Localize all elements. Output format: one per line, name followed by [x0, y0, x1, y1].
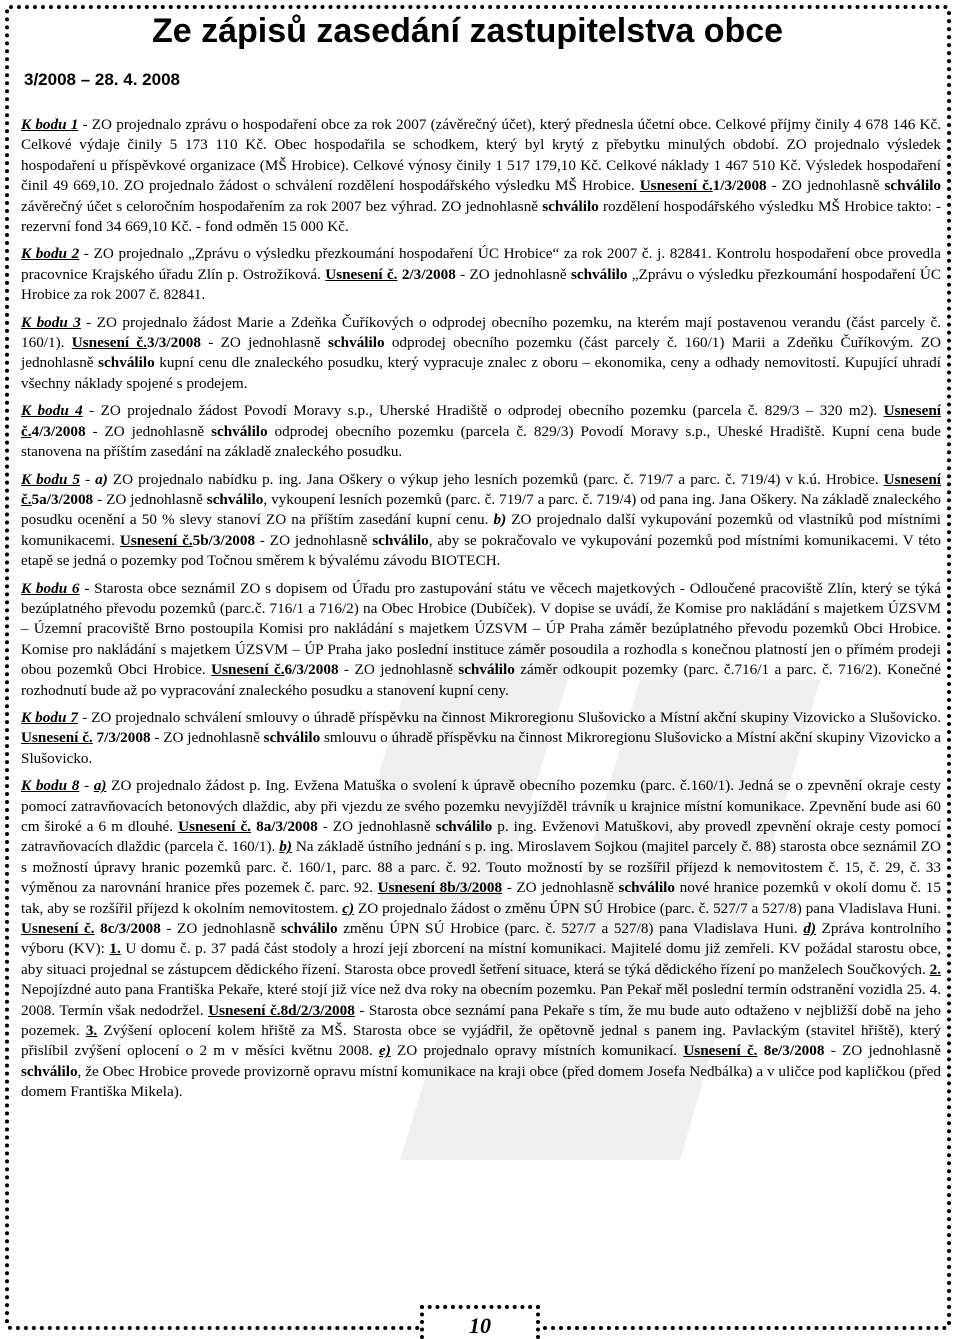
emphasis-text: Usnesení č. [639, 177, 713, 195]
body-text: - [80, 470, 96, 488]
page-title: Ze zápisů zasedání zastupitelstva obce [152, 12, 784, 50]
body-text: - ZO projednalo žádost Marie a Zdeňka Čuříkových o odprodej obecního pozemku, na kterém mají postavenou verandu (část parcely č. 160/1). [21, 313, 942, 352]
body-text: - ZO projednalo žádost Povodí Moravy s.p., Uherské Hradiště o odprodej obecního pozemku (parcela č. 829/3 – 320 m2). [82, 402, 884, 420]
emphasis-text: Usnesení č.8d/2/3/2008 [208, 1001, 355, 1019]
body-text: ZO projednalo žádost o změnu ÚPN SÚ Hrobice (parc. č. 527/7 a 527/8) pana Vladislava Huni. [354, 899, 941, 917]
agenda-item-6 [21, 579, 941, 701]
emphasis-text: K bodu 3 [21, 313, 81, 331]
emphasis-text: K bodu 1 [21, 116, 79, 133]
page-number-box [420, 1305, 540, 1339]
emphasis-text: Usnesení č. [21, 470, 941, 508]
body-text: U domu č. p. 37 padá část stodoly a hrozí její zborcení na místní komunikaci. Majitelé domu již zemřeli. KV požádal starostu obce, aby situaci projednal se zástupcem dědického řízení. Starosta obce provedl šetření situace, která se týká dědického řízení po manželech Součkových. [21, 940, 942, 978]
emphasis-text: 8c/3/2008 [100, 920, 161, 938]
body-text: kupní cenu dle znaleckého posudku, který vypracuje znalec z oboru – ekonomika, ceny a odhady nemovitostí. Kupující uhradí všechny náklady spojené s prodejem. [21, 354, 941, 392]
emphasis-text: K bodu 6 [21, 579, 80, 597]
emphasis-text: schválilo [458, 661, 515, 679]
body-text: Na základě ústního jednání s p. ing. Miroslavem Sojkou (majitel parcely č. 88) starosta obce seznámil ZO s možností úpravy hranic pozemků parc. č. 160/1, parc. 88 a parc. č. 92. Touto možností by se rozšířil příjezd k nemovitostem č. 15, č. 29, č. 33 výměnou za narovnání hranice přes pozemek č. parc. 92. [21, 838, 942, 897]
emphasis-text: schválilo [884, 177, 942, 195]
body-text: - Starosta obce seznámil ZO s dopisem od Úřadu pro zastupování státu ve věcech majetkových - Odloučené pracoviště Zlín, který se týká bezúplatného převodu pozemků (parc.č. 716/1 a 716/2) na Obec Hrobice (Dubíček). V dopise se uvádí, že Komise pro nakládání s majetkem ÚZSVM – Územní pracoviště Brno postoupila Komisi pro nakládání s majetkem ÚZSVM – ÚP Praha záměr bezúplatného převodu pozemků Obci Hrobice. Komise pro nakládání s majetkem ÚZSVM – ÚP Praha jako poslední instituce záměr posoudila a rozhodla s konečnou platností jen o přímém prodeji obou pozemků Obci Hrobice. [21, 579, 941, 679]
emphasis-text: d) [803, 920, 816, 938]
agenda-item-5 [21, 470, 941, 572]
emphasis-text: Usnesení č. [119, 531, 193, 549]
emphasis-text: 2/3/2008 [401, 265, 456, 283]
emphasis-text: 3/3/2008 [146, 334, 201, 352]
body-text: změnu ÚPN SÚ Hrobice (parc. č. 527/7 a 527/8) pana Vladislava Huni. [337, 920, 804, 938]
agenda-item-4 [21, 401, 941, 462]
body-text: ZO projednalo nabídku p. ing. Jana Oškery o výkup jeho lesních pozemků (parc. č. 719/7 a parc. č. 719/4) v k.ú. Hrobice. [107, 470, 884, 488]
body-text: - ZO jednohlasně [85, 422, 212, 440]
emphasis-text: Usnesení č. [71, 334, 147, 352]
emphasis-text: schválilo [372, 531, 429, 549]
emphasis-text: schválilo [21, 1062, 78, 1080]
agenda-item-3 [21, 313, 941, 395]
emphasis-text: 5a/3/2008 [31, 490, 94, 508]
emphasis-text: schválilo [98, 354, 155, 372]
agenda-item-2 [21, 244, 941, 305]
body-text: ZO projednalo další vykupování pozemků od vlastníků pod místními komunikacemi. [21, 511, 941, 549]
emphasis-text: 8a/3/2008 [256, 818, 318, 835]
emphasis-text: schválilo [542, 197, 599, 215]
agenda-item-8 [21, 776, 941, 1103]
emphasis-text: K bodu 2 [21, 245, 80, 263]
emphasis-text: 6/3/2008 [284, 661, 339, 679]
body-text: - ZO jednohlasně [455, 265, 571, 283]
emphasis-text: schválilo [206, 490, 264, 508]
emphasis-text: Usnesení 8b/3/2008 [377, 879, 503, 897]
minutes-content [21, 115, 941, 1110]
emphasis-text: Usnesení č. [21, 729, 93, 747]
body-text: - ZO projednalo schválení smlouvy o úhradě příspěvku na činnost Mikroregionu Slušovicko a Místní akční skupiny Vizovicko a Slušovicko. [78, 708, 942, 726]
emphasis-text: a) [95, 470, 108, 488]
emphasis-text: 4/3/2008 [31, 422, 86, 440]
emphasis-text: 2. [929, 960, 941, 978]
body-text: ZO projednalo opravy místních komunikací. [390, 1042, 684, 1060]
emphasis-text: Usnesení č. [211, 661, 285, 679]
emphasis-text: 1/3/2008 [712, 177, 767, 195]
emphasis-text: schválilo [570, 265, 628, 283]
emphasis-text: schválilo [618, 879, 675, 897]
body-text: - ZO jednohlasně [150, 729, 264, 747]
body-text: záměr odkoupit pozemky (parc. č.716/1 a parc. č. 716/2). Konečné rozhodnutí bude až po vypracování znaleckého posudku a stanovení kupní ceny. [21, 661, 942, 699]
emphasis-text: Usnesení č. [21, 920, 95, 938]
body-text: rozdělení hospodářského výsledku MŠ Hrobice takto: - rezervní fond 34 669,10 Kč. - fond odměn 15 000 Kč. [21, 197, 941, 236]
emphasis-text: K bodu 8 [21, 777, 80, 795]
emphasis-text: Usnesení č. [178, 818, 252, 835]
emphasis-text: c) [342, 899, 355, 917]
body-text: závěrečný účet s celoročním hospodařením za rok 2007 bez výhrad. ZO jednohlasně [21, 197, 543, 215]
body-text: p. ing. Evženovi Matuškovi, aby provedl zpevnění okraje cesty pomocí zatravňovacích dlaždic (parcela č. 160/1). [21, 818, 942, 856]
emphasis-text: b) [279, 838, 292, 856]
agenda-item-7 [21, 708, 941, 769]
body-text: - ZO jednohlasně [93, 490, 207, 508]
emphasis-text: e) [378, 1042, 391, 1060]
body-text: , aby se pokračovalo ve vykupování pozemků pod místními komunikacemi. V této etapě se jedná o pozemky pod Točnou směrem k bývalému závodu BIOTECH. [21, 531, 942, 570]
body-text: nové hranice pozemků v okolí domu č. 15 tak, aby se rozšířil příjezd k okolním nemovitostem. [21, 879, 941, 917]
body-text: - ZO jednohlasně [766, 177, 885, 195]
agenda-item-1 [21, 115, 941, 237]
emphasis-text: Usnesení č. [21, 402, 941, 440]
body-text: smlouvu o úhradě příspěvku na činnost Mikroregionu Slušovicko a Místní akční skupiny Vizovicko a Slušovicko. [21, 729, 941, 767]
page-number: 10 [469, 1313, 491, 1338]
issue-date: 3/2008 – 28. 4. 2008 [24, 70, 180, 89]
emphasis-text: 7/3/2008 [96, 729, 151, 747]
body-text: - ZO jednohlasně [200, 334, 328, 352]
emphasis-text: K bodu 4 [21, 402, 83, 420]
body-text: , vykoupení lesních pozemků (parc. č. 719/7 a parc. č. 719/4) od pana ing. Jana Oškery. Na základě znaleckého posudku ocenění a 50 % slevy stanoví ZO na příštím zasedání kupní cenu. [21, 490, 942, 529]
body-text: Zpráva kontrolního výboru (KV): [21, 920, 942, 958]
body-text: - ZO jednohlasně [338, 661, 459, 679]
emphasis-text: Usnesení č. [683, 1042, 758, 1060]
emphasis-text: schválilo [263, 729, 321, 747]
emphasis-text: Usnesení č. [325, 265, 398, 283]
body-text: - ZO projednalo „Zprávu o výsledku přezkoumání hospodaření ÚC Hrobice“ za rok 2007 č. j. 82841. Kontrolu hospodaření obce provedla pracovnice Krajského úřadu Zlín p. Ostrožíková. [21, 245, 941, 283]
body-text: Nepojízdné auto pana Františka Pekaře, které stojí již více než dva roky na obecním pozemku. Pan Pekař měl poslední termín odstranění vozidla 25. 4. 2008. Termín však nedodržel. [21, 981, 941, 1019]
body-text: - ZO projednalo zprávu o hospodaření obce za rok 2007 (závěrečný účet), který přednesla účetní obce. Celkové příjmy činily 4 678 146 Kč. Celkové výdaje činily 5 173 110 Kč. Obec hospodařila se schodkem, který byl krytý z přebytku minulých období. ZO projednalo výsledek hospodaření u příspěvkové organizace (MŠ Hrobice). Celkové výnosy činily 1 517 179,10 Kč. Celkové náklady 1 467 510 Kč. Výsledek hospodaření činil 49 669,10. ZO projednalo žádost o schválení rozdělení hospodářského výsledku MŠ Hrobice. [21, 116, 942, 195]
emphasis-text: schválilo [435, 818, 493, 835]
emphasis-text: 1. [109, 940, 121, 958]
body-text: - ZO jednohlasně [160, 920, 282, 938]
body-text: - ZO jednohlasně [824, 1042, 941, 1060]
emphasis-text: 5b/3/2008 [192, 531, 256, 549]
body-text: odprodej obecního pozemku (parcela č. 829/3) Povodí Moravy s.p., Uheské Hradiště. Kupní cena bude stanovena na příštím zasedání na základě znaleckého posudku. [21, 422, 941, 461]
emphasis-text: schválilo [328, 334, 385, 352]
body-text: - Starosta obce seznámí pana Pekaře s tím, že mu bude auto odtaženo v nejbližší době na jeho pozemek. [21, 1001, 941, 1040]
emphasis-text: b) [493, 511, 507, 529]
body-text: Zvýšení oplocení kolem hřiště za MŠ. Starosta obce se vyjádřil, že opětovně jednal s panem ing. Pavlackým (stavitel hřiště), který přislíbil zvýšení oplocení o 2 m v měsíci květnu 2008. [21, 1022, 941, 1060]
body-text: „Zprávu o výsledku přezkoumání hospodaření ÚC Hrobice za rok 2007 č. 82841. [21, 265, 942, 304]
body-text: ZO projednalo žádost p. Ing. Evžena Matuška o svolení k úpravě obecního pozemku (parc. č.160/1). Jedná se o zpevnění okraje cesty pomocí zatravňovacích betonových dlaždic, aby při vjezdu ze svého pozemku nevyjížděl trávník u krajnice místní komunikace. Zpevnění bude asi 60 cm široké a 6 m dlouhé. [21, 777, 942, 835]
emphasis-text: K bodu 7 [21, 708, 79, 726]
emphasis-text: schválilo [211, 422, 268, 440]
body-text: odprodej obecního pozemku (část parcely č. 160/1) Marii a Zdeňku Čuříkovým. ZO jednohlasně [21, 334, 942, 372]
body-text: , že Obec Hrobice provede provizorně opravu místní komunikace na kraji obce (před domem Josefa Nedbálka) a v uličce pod kapličkou (před domem Františka Mikela). [21, 1062, 941, 1101]
emphasis-text: schválilo [281, 920, 338, 938]
body-text: - ZO jednohlasně [317, 818, 436, 835]
body-text: - ZO jednohlasně [502, 879, 619, 897]
emphasis-text: K bodu 5 [21, 470, 81, 488]
emphasis-text: 8e/3/2008 [763, 1042, 825, 1060]
emphasis-text: a) [93, 777, 107, 795]
body-text: - ZO jednohlasně [255, 531, 373, 549]
emphasis-text: 3. [85, 1022, 98, 1040]
body-text: - [79, 777, 94, 795]
